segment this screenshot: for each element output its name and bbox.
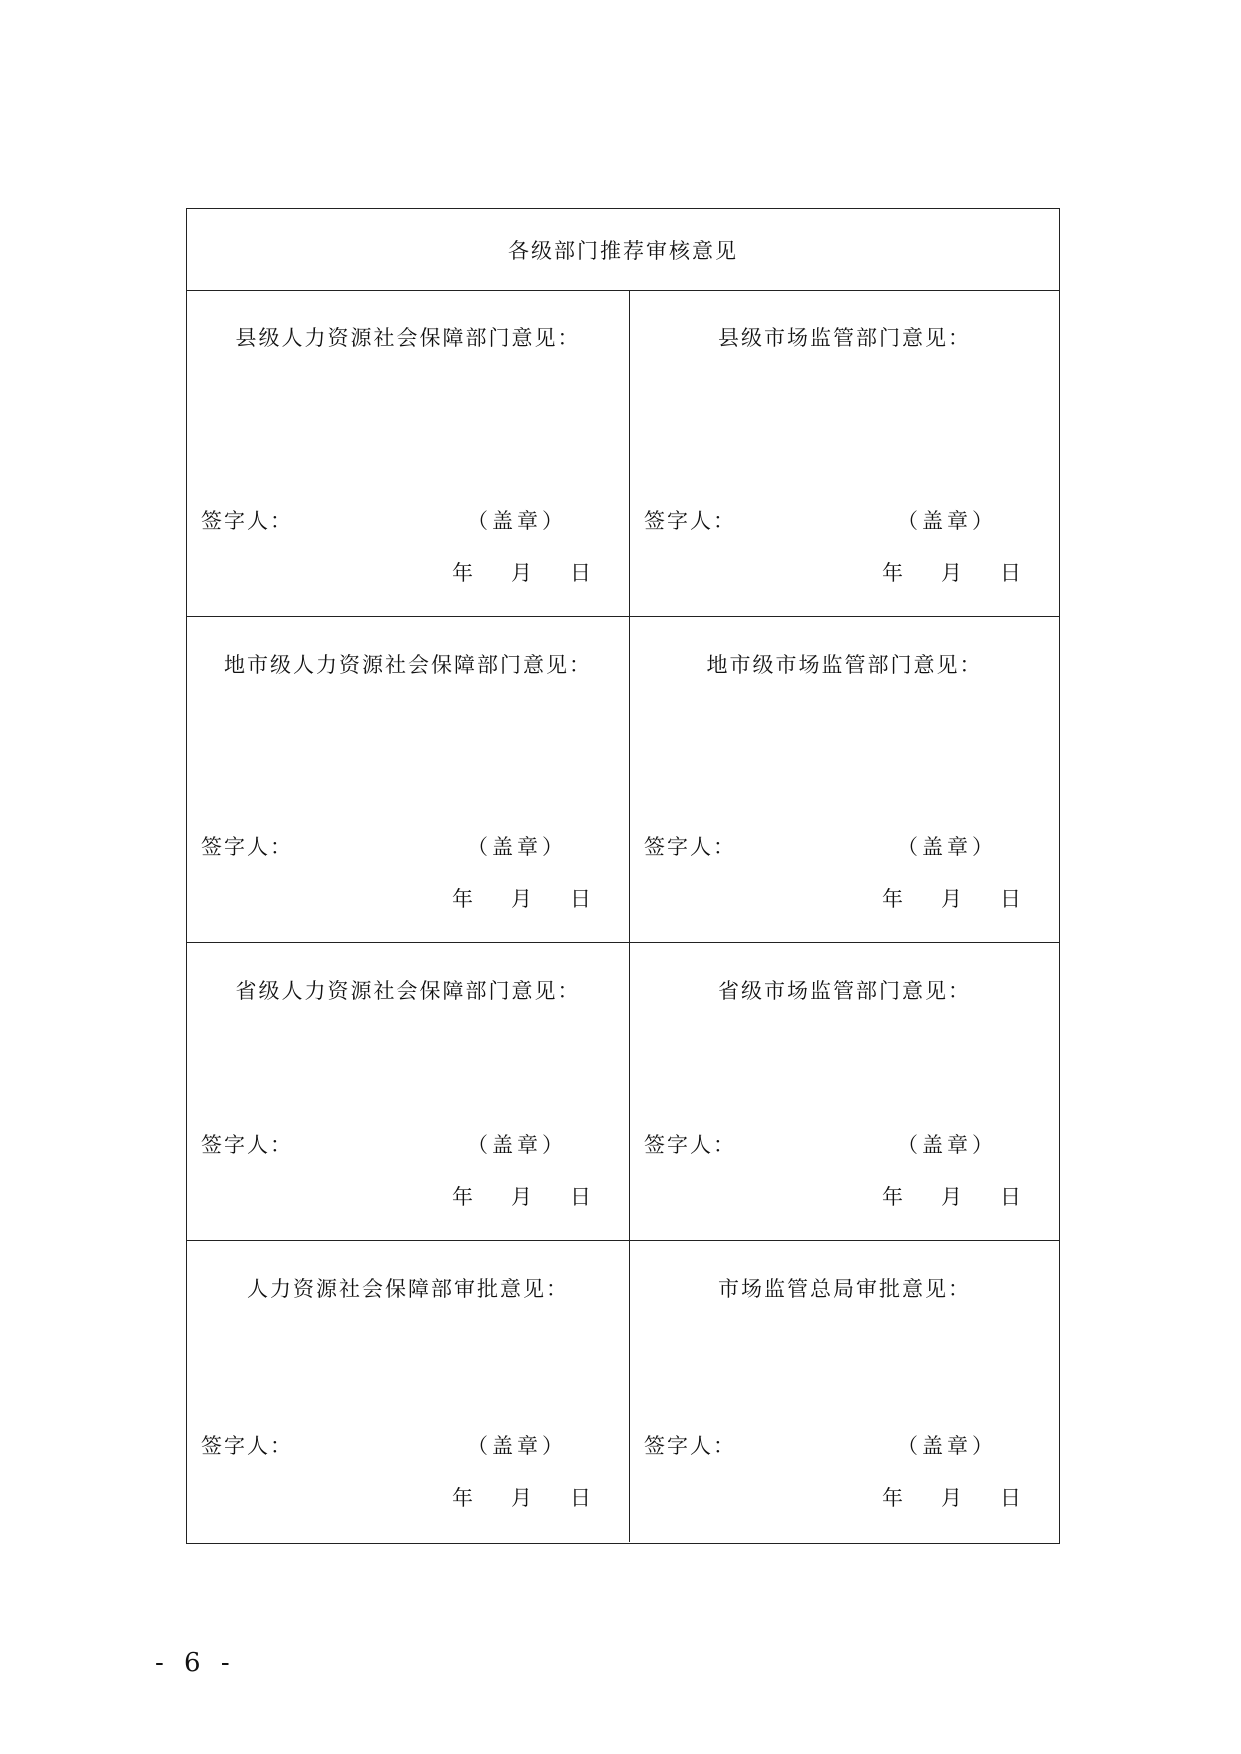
seal-label: （盖章） bbox=[467, 835, 567, 859]
date-line bbox=[844, 557, 1021, 587]
page-number: - 6 - bbox=[155, 1648, 236, 1678]
cell-title: 市场监管总局审批意见： bbox=[718, 1277, 971, 1301]
day-label: 日 bbox=[570, 1185, 591, 1209]
opinion-cell bbox=[187, 1241, 630, 1542]
review-opinions-table bbox=[186, 208, 1060, 1544]
signer-label: 签字人： bbox=[644, 1133, 736, 1157]
seal-label: （盖章） bbox=[897, 1434, 997, 1458]
year-label: 年 bbox=[882, 1486, 903, 1510]
seal-label: （盖章） bbox=[897, 1133, 997, 1157]
opinion-cell bbox=[630, 943, 1059, 1241]
year-label: 年 bbox=[882, 887, 903, 911]
day-label: 日 bbox=[1000, 561, 1021, 585]
day-label: 日 bbox=[570, 561, 591, 585]
date-line bbox=[844, 883, 1021, 913]
day-label: 日 bbox=[570, 887, 591, 911]
month-label: 月 bbox=[941, 1185, 962, 1209]
opinion-cell bbox=[630, 290, 1059, 617]
signer-label: 签字人： bbox=[201, 509, 293, 533]
seal-label: （盖章） bbox=[467, 1133, 567, 1157]
year-label: 年 bbox=[452, 561, 473, 585]
seal-label: （盖章） bbox=[897, 835, 997, 859]
cell-title: 县级市场监管部门意见： bbox=[718, 326, 971, 350]
cell-title: 人力资源社会保障部审批意见： bbox=[247, 1277, 569, 1301]
cell-title: 省级市场监管部门意见： bbox=[718, 979, 971, 1003]
signer-label: 签字人： bbox=[644, 509, 736, 533]
date-line bbox=[414, 1482, 591, 1512]
signer-label: 签字人： bbox=[644, 835, 736, 859]
year-label: 年 bbox=[452, 887, 473, 911]
cell-title: 地市级市场监管部门意见： bbox=[706, 653, 983, 677]
month-label: 月 bbox=[511, 887, 532, 911]
month-label: 月 bbox=[941, 561, 962, 585]
opinion-cell bbox=[187, 290, 630, 617]
cell-title: 省级人力资源社会保障部门意见： bbox=[235, 979, 581, 1003]
month-label: 月 bbox=[941, 1486, 962, 1510]
day-label: 日 bbox=[1000, 887, 1021, 911]
day-label: 日 bbox=[1000, 1486, 1021, 1510]
date-line bbox=[844, 1181, 1021, 1211]
opinion-cell bbox=[630, 617, 1059, 943]
seal-label: （盖章） bbox=[467, 1434, 567, 1458]
month-label: 月 bbox=[941, 887, 962, 911]
signer-label: 签字人： bbox=[644, 1434, 736, 1458]
date-line bbox=[844, 1482, 1021, 1512]
signer-label: 签字人： bbox=[201, 835, 293, 859]
table-header: 各级部门推荐审核意见 bbox=[187, 209, 1059, 291]
opinion-cell bbox=[187, 617, 630, 943]
signer-label: 签字人： bbox=[201, 1133, 293, 1157]
cell-title: 县级人力资源社会保障部门意见： bbox=[235, 326, 581, 350]
month-label: 月 bbox=[511, 1185, 532, 1209]
year-label: 年 bbox=[882, 561, 903, 585]
opinion-cell bbox=[187, 943, 630, 1241]
seal-label: （盖章） bbox=[897, 509, 997, 533]
day-label: 日 bbox=[570, 1486, 591, 1510]
day-label: 日 bbox=[1000, 1185, 1021, 1209]
year-label: 年 bbox=[452, 1486, 473, 1510]
date-line bbox=[414, 557, 591, 587]
year-label: 年 bbox=[882, 1185, 903, 1209]
opinion-cell bbox=[630, 1241, 1059, 1542]
month-label: 月 bbox=[511, 1486, 532, 1510]
date-line bbox=[414, 883, 591, 913]
date-line bbox=[414, 1181, 591, 1211]
seal-label: （盖章） bbox=[467, 509, 567, 533]
year-label: 年 bbox=[452, 1185, 473, 1209]
month-label: 月 bbox=[511, 561, 532, 585]
signer-label: 签字人： bbox=[201, 1434, 293, 1458]
cell-title: 地市级人力资源社会保障部门意见： bbox=[224, 653, 592, 677]
